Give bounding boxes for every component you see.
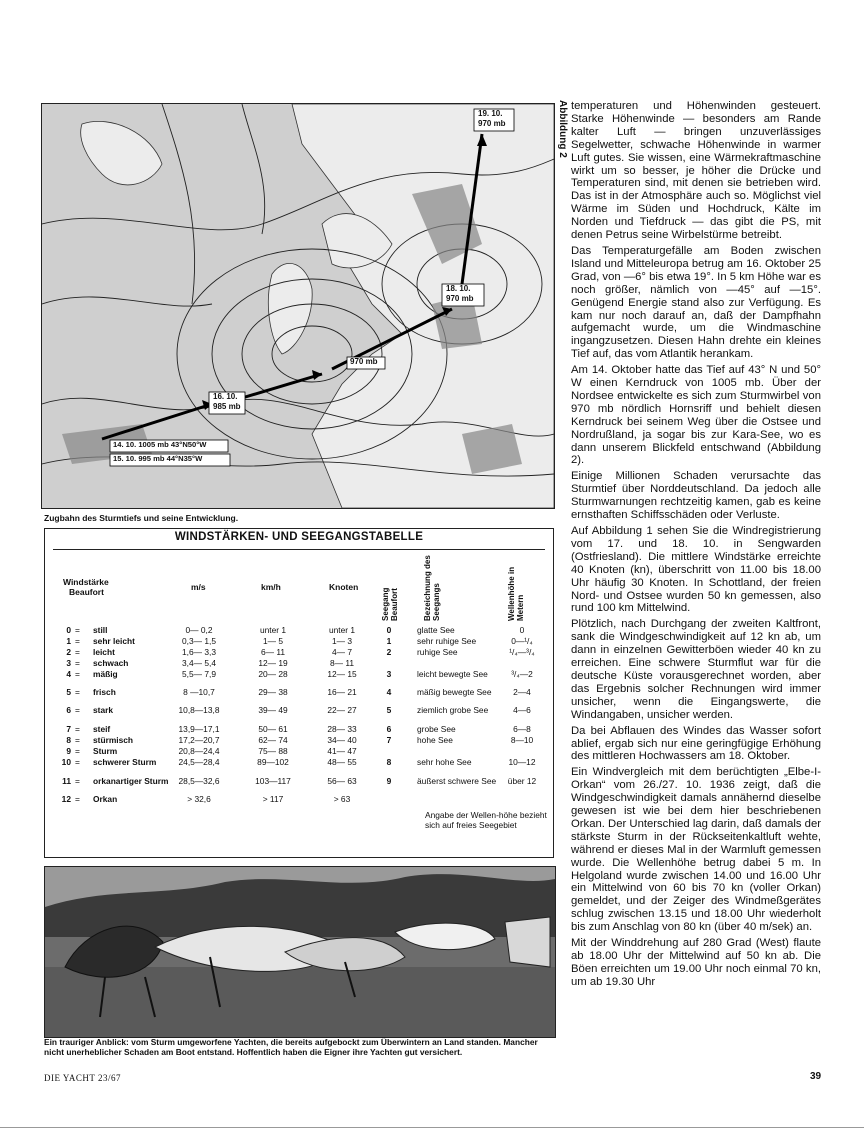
speed-kmh: 12— 19 <box>258 658 288 668</box>
page-number: 39 <box>810 1071 822 1082</box>
wave-height: 2—4 <box>513 687 531 697</box>
wave-height: über 12 <box>507 776 537 786</box>
speed-kmh: 89—102 <box>257 757 289 767</box>
speed-knots: 16— 21 <box>327 687 357 697</box>
wind-name: mäßig <box>93 669 118 679</box>
speed-kmh: 50— 61 <box>258 724 288 734</box>
beaufort-number: 12 <box>61 794 71 804</box>
wave-height: 8—10 <box>510 735 534 745</box>
speed-ms: > 32,6 <box>187 794 211 804</box>
article-paragraph: Ein Windvergleich mit dem berüchtigten „Elbe-I-Orkan“ vom 26./27. 10. 1936 zeigt, daß die Windgeschwindigkeit damals annähernd dieselbe gewesen ist wie bei dem hier beschriebenen Orkan. Der Unterschied lag darin, daß damals der stärkste Sturm in der Rückseitenkaltluft wehte, während er dieses Mal in der Warmluft gemessen wurde. Die Wellenhöhe betrug dabei 5 m. In Helgoland wurde zwischen 14.00 und 16.00 Uhr ein Mittelwind von 60 bis 70 kn (voller Orkan) gemeldet, und der Zeiger des Windmeßgerätes schlug zwischen 13.15 und 18.00 Uhr wiederholt bis zum Anschlag von 80 kn (über 40 m/sek) an. <box>571 766 821 934</box>
beaufort-number: 1 <box>66 636 71 646</box>
article-column <box>571 100 821 992</box>
sea-state-number: 8 <box>386 757 392 767</box>
speed-ms: 28,5—32,6 <box>178 776 220 786</box>
beaufort-number: 9 <box>66 746 71 756</box>
wind-name: stürmisch <box>93 735 134 745</box>
sea-state-number: 2 <box>386 647 392 657</box>
bottom-edge <box>0 1127 864 1128</box>
beaufort-number: 10 <box>61 757 71 767</box>
sea-state-name: sehr ruhige See <box>417 636 477 646</box>
speed-kmh: unter 1 <box>259 625 287 635</box>
header-sea-name: Bezeichnung des Seegangs <box>423 555 441 621</box>
speed-knots: 48— 55 <box>327 757 357 767</box>
header-ms: m/s <box>191 582 206 592</box>
table-row <box>45 777 553 790</box>
article-paragraph: temperaturen und Höhenwinden gesteuert. Starke Höhenwinde — besonders am Rande kalter Luft — bringen unzuverlässiges Segelwetter, schwache Höhenwinde in warmer Luft gutes. Sie wissen, eine Wärmekraftmaschine wirkt um so besser, je höher die Drücke und Temperaturen sind, mit denen sie betrieben wird. Das ist in der Atmosphäre auch so. Möglichst viel Wärme im Süden und Hochdruck, Kälte im Norden und Tiefdruck — das gibt die PS, mit denen Petrus seine Wirbelstürme betreibt. <box>571 100 821 242</box>
map-caption: Zugbahn des Sturmtiefs und seine Entwicklung. <box>44 513 239 523</box>
wind-name: frisch <box>93 687 116 697</box>
equals-sign: = <box>75 794 80 804</box>
sea-state-name: mäßig bewegte See <box>417 687 492 697</box>
speed-kmh: 103—117 <box>255 776 291 786</box>
sea-state-name: sehr hohe See <box>417 757 472 767</box>
map-label-19-10-date: 19. 10. <box>478 109 503 118</box>
map-label-970mb: 970 mb <box>350 357 378 366</box>
wind-table <box>44 528 554 858</box>
equals-sign: = <box>75 724 80 734</box>
beaufort-number: 5 <box>66 687 71 697</box>
wave-height: 10—12 <box>508 757 536 767</box>
sea-state-number: 1 <box>386 636 392 646</box>
map-label-14-10: 14. 10. 1005 mb 43°N50°W <box>113 440 207 449</box>
speed-kmh: 29— 38 <box>258 687 288 697</box>
article-paragraph: Auf Abbildung 1 sehen Sie die Windregistrierung vom 17. und 18. 10. in Sengwarden (Ostfriesland). Die mittlere Windstärke erreichte 40 Knoten (kn), überschritt von 11.00 bis 18.00 Uhr häufig 30 Knoten. In Schottland, der freien Nord- und Ostsee wurden 50 kn gemessen, also rund 100 km Mittelwind. <box>571 525 821 615</box>
beaufort-number: 0 <box>66 625 71 635</box>
speed-kmh: 20— 28 <box>258 669 288 679</box>
equals-sign: = <box>75 625 80 635</box>
table-note: Angabe der Wellen-höhe bezieht sich auf freies Seegebiet <box>425 810 547 830</box>
header-beaufort-1: Windstärke <box>63 577 109 587</box>
header-kmh: km/h <box>261 582 281 592</box>
beaufort-number: 11 <box>62 776 71 786</box>
table-row <box>45 670 553 683</box>
sea-state-name: ziemlich grobe See <box>417 705 489 715</box>
article-paragraph: Da bei Abflauen des Windes das Wasser sofort ablief, ergab sich nur eine geringfügige Erhöhung des mittleren Hochwassers am 18. Oktober. <box>571 724 821 763</box>
speed-ms: 24,5—28,4 <box>178 757 220 767</box>
sea-state-number: 0 <box>386 625 392 635</box>
beaufort-number: 7 <box>66 724 71 734</box>
photo-capsized-yachts <box>44 866 556 1038</box>
article-paragraph: Das Temperaturgefälle am Boden zwischen Island und Mitteleuropa betrug am 16. Oktober 25 Grad, von —6° bis etwa 19°. In 5 km Höhe war es noch größer, nämlich von —45° auf —15°. Genügend Energie stand also zur Verfügung. Es kam nur noch darauf an, daß der Dampfhahn aufgemacht wurde, um die Windmaschine ingangzusetzen. Diesen Hahn drehte ein kleines Tief auf, das vom Atlantik herankam. <box>571 244 821 361</box>
header-wave-height: Wellenhöhe in Metern <box>507 566 525 621</box>
equals-sign: = <box>75 735 80 745</box>
sea-state-name: grobe See <box>417 724 456 734</box>
article-paragraph: Am 14. Oktober hatte das Tief auf 43° N und 50° W einen Kerndruck von 1005 mb. Über der Nordsee entwickelte es sich zum Sturmwirbel von 970 mb nördlich Hornsriff und behielt diesen Kerndruck bei seinem Weg über die Ostsee und Nordrußland, ja sogar bis zur Kara-See, wo es dann unserem Blickfeld entschwand (Abbildung 2). <box>571 364 821 467</box>
speed-ms: 0— 0,2 <box>185 625 213 635</box>
photo-graphic <box>45 867 555 1037</box>
header-knots: Knoten <box>329 582 359 592</box>
sea-state-name: ruhige See <box>417 647 458 657</box>
speed-kmh: 75— 88 <box>258 746 288 756</box>
title-divider <box>53 549 545 550</box>
equals-sign: = <box>75 746 80 756</box>
wave-height: 4—6 <box>513 705 531 715</box>
sea-state-name: äußerst schwere See <box>417 776 497 786</box>
speed-kmh: 6— 11 <box>260 647 286 657</box>
table-title: WINDSTÄRKEN- UND SEEGANGSTABELLE <box>174 531 424 543</box>
wind-name: steif <box>93 724 111 734</box>
equals-sign: = <box>75 647 80 657</box>
photo-caption: Ein trauriger Anblick: vom Sturm umgeworfene Yachten, die bereits aufgebockt zum Überwintern an Land standen. Mancher nicht unerheblicher Schaden am Boot entstand. Hoffentlich haben die Eigner ihre Yachten gut versichert. <box>44 1037 538 1057</box>
map-label-15-10: 15. 10. 995 mb 44°N35°W <box>113 454 203 463</box>
sea-state-number: 5 <box>386 705 392 715</box>
speed-knots: 8— 11 <box>329 658 355 668</box>
wind-name: leicht <box>93 647 115 657</box>
wave-height: 6—8 <box>513 724 531 734</box>
wind-name: still <box>93 625 108 635</box>
beaufort-number: 2 <box>66 647 71 657</box>
speed-knots: 12— 15 <box>327 669 357 679</box>
map-label-16-10-pressure: 985 mb <box>213 402 241 411</box>
equals-sign: = <box>75 705 80 715</box>
article-paragraph: Plötzlich, nach Durchgang der zweiten Kaltfront, sank die Windgeschwindigkeit auf 12 kn ab, um dann in einzelnen Gewitterböen wieder 40 kn zu erreichen. Eine schwere Sturmflut war für die deutsche Küste vorausgerechnet worden, aber das Ergebnis solcher Rechnungen wird immer unsicher, wenn die Eingangswerte, die Windangaben, unsicher werden. <box>571 618 821 721</box>
speed-ms: 10,8—13,8 <box>178 705 220 715</box>
speed-ms: 5,5— 7,9 <box>182 669 216 679</box>
sea-state-name: leicht bewegte See <box>417 669 488 679</box>
sea-state-number: 6 <box>386 724 392 734</box>
wind-name: sehr leicht <box>93 636 135 646</box>
equals-sign: = <box>75 757 80 767</box>
article-paragraph: Einige Millionen Schaden verursachte das Sturmtief über Norddeutschland. Da jedoch alle Sturmwarnungen rechtzeitig kamen, gab es keine ernsthaften Schiffsschäden oder Verluste. <box>571 470 821 522</box>
sea-state-number: 4 <box>386 687 392 697</box>
speed-knots: 34— 40 <box>327 735 357 745</box>
weather-map <box>41 103 555 509</box>
table-row <box>45 758 553 771</box>
speed-ms: 17,2—20,7 <box>178 735 220 745</box>
figure-label: Abbildung 2 <box>557 100 568 158</box>
wave-height: ³/₄—2 <box>511 669 533 679</box>
wind-name: orkanartiger Sturm <box>93 776 169 786</box>
speed-kmh: > 117 <box>262 794 284 804</box>
sea-state-number: 9 <box>386 776 392 786</box>
wave-height: 0 <box>519 625 525 635</box>
sea-state-number: 3 <box>386 669 392 679</box>
speed-knots: 56— 63 <box>327 776 357 786</box>
equals-sign: = <box>75 687 80 697</box>
wind-name: Orkan <box>93 794 118 804</box>
speed-knots: > 63 <box>333 794 351 804</box>
speed-ms: 8 —10,7 <box>183 687 215 697</box>
speed-knots: 28— 33 <box>327 724 357 734</box>
wind-name: schwerer Sturm <box>93 757 157 767</box>
header-sea-state: Seegang Beaufort <box>381 587 399 621</box>
map-label-18-10-date: 18. 10. <box>446 284 471 293</box>
table-row <box>45 706 553 719</box>
wave-height: ¹/₄—³/₄ <box>509 647 535 657</box>
speed-kmh: 1— 5 <box>262 636 284 646</box>
speed-kmh: 62— 74 <box>258 735 288 745</box>
speed-ms: 0,3— 1,5 <box>182 636 216 646</box>
sea-state-number: 7 <box>386 735 392 745</box>
speed-knots: 1— 3 <box>331 636 353 646</box>
speed-ms: 1,6— 3,3 <box>182 647 216 657</box>
speed-ms: 13,9—17,1 <box>178 724 220 734</box>
speed-knots: 41— 47 <box>327 746 357 756</box>
wind-name: stark <box>93 705 114 715</box>
table-row <box>45 795 553 808</box>
wind-name: Sturm <box>93 746 118 756</box>
sea-state-name: glatte See <box>417 625 455 635</box>
beaufort-number: 6 <box>66 705 71 715</box>
speed-knots: 4— 7 <box>331 647 353 657</box>
sea-state-name: hohe See <box>417 735 453 745</box>
map-label-18-10-pressure: 970 mb <box>446 294 474 303</box>
speed-knots: 22— 27 <box>327 705 357 715</box>
equals-sign: = <box>75 776 80 786</box>
beaufort-number: 3 <box>66 658 71 668</box>
speed-kmh: 39— 49 <box>258 705 288 715</box>
map-label-19-10-pressure: 970 mb <box>478 119 506 128</box>
equals-sign: = <box>75 636 80 646</box>
article-paragraph: Mit der Winddrehung auf 280 Grad (West) flaute ab 18.00 Uhr der Mittelwind auf 50 kn ab. Die Böen erreichten um 19.00 Uhr noch einmal 70 kn, um ab 19.30 Uhr <box>571 937 821 988</box>
map-label-16-10-date: 16. 10. <box>213 392 238 401</box>
wind-name: schwach <box>93 658 129 668</box>
equals-sign: = <box>75 669 80 679</box>
speed-ms: 20,8—24,4 <box>178 746 220 756</box>
footer-magazine-issue: DIE YACHT 23/67 <box>44 1073 121 1083</box>
speed-ms: 3,4— 5,4 <box>182 658 216 668</box>
beaufort-number: 4 <box>66 669 71 679</box>
wave-height: 0—¹/₄ <box>511 636 533 646</box>
table-row <box>45 688 553 701</box>
equals-sign: = <box>75 658 80 668</box>
header-beaufort-2: Beaufort <box>69 587 104 597</box>
speed-knots: unter 1 <box>328 625 356 635</box>
beaufort-number: 8 <box>66 735 71 745</box>
